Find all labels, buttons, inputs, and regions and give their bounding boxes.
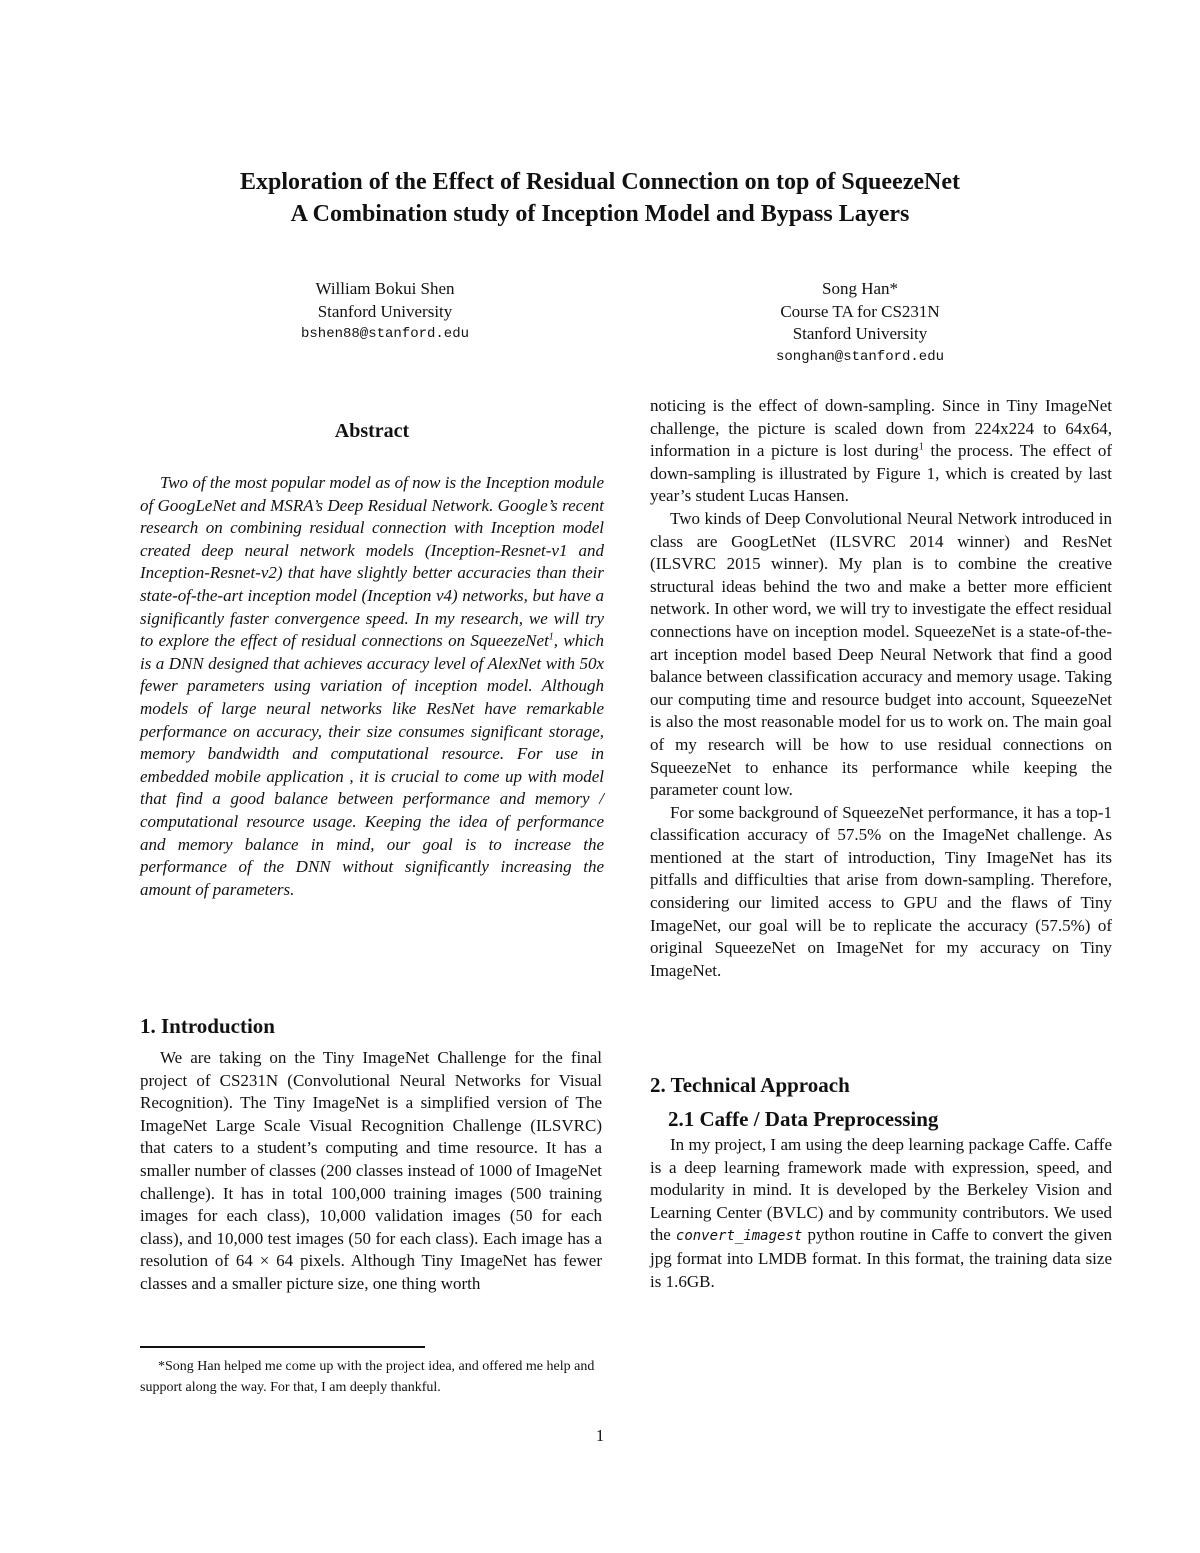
author-1 — [215, 278, 555, 346]
title-line-2: A Combination study of Inception Model and Bypass Layers — [290, 201, 910, 227]
author-2-name: Song Han* — [821, 279, 899, 298]
abstract-text-a: Two of the most popular model as of now is the Inception module of GoogLeNet and MSRA’s Deep Residual Network. Google’s recent research on combining residual connection with Inception model created deep neural network models (Inception-Resnet-v1 and Inception-Resnet-v2) that have slightly better accuracies than their state-of-the-art inception model (Inception v4) networks, but have a significantly faster convergence speed. In my research, we will try to explore the effect of residual connections on SqueezeNet — [140, 473, 604, 651]
author-1-name: William Bokui Shen — [315, 279, 455, 298]
paper-title — [0, 166, 1200, 230]
abstract-body — [140, 472, 604, 901]
right-p1-text-b: the process. The effect of down-sampling is illustrated by Figure 1, which is created by last year’s student Lucas Hansen. — [650, 441, 1112, 506]
author-1-email: bshen88@stanford.edu — [300, 326, 470, 342]
caffe-code-routine: convert_imagest — [675, 1228, 803, 1245]
right-p1-footnote-mark: 1 — [918, 441, 924, 453]
author-2 — [690, 278, 1030, 368]
caffe-paragraph — [650, 1134, 1112, 1293]
section-heading-technical-approach: 2. Technical Approach — [650, 1073, 850, 1097]
section-heading-introduction: 1. Introduction — [140, 1014, 275, 1038]
introduction-body — [140, 1047, 602, 1296]
right-paragraph-3: For some background of SqueezeNet performance, it has a top-1 classification accuracy of 57.5% on the ImageNet challenge. As mentioned at the start of introduction, Tiny ImageNet has its pitfalls and difficulties that arise from down-sampling. Therefore, considering our limited access to GPU and the flaws of Tiny ImageNet, our goal will be to replicate the accuracy (57.5%) of original SqueezeNet on ImageNet for my accuracy on Tiny ImageNet. — [650, 802, 1112, 980]
caffe-text-b: python routine in Caffe to convert the given jpg format into LMDB format. In this format, the training data size is 1.6GB. — [650, 1225, 1112, 1291]
abstract-heading: Abstract — [334, 420, 410, 442]
right-p1-text-a: noticing is the effect of down-sampling. Since in Tiny ImageNet challenge, the picture is scaled down from 224x224 to 64x64, information in a picture is lost during — [650, 396, 1112, 461]
abstract-text-b: , which is a DNN designed that achieves accuracy level of AlexNet with 50x fewer parameters using variation of inception model. Although models of large neural networks like ResNet have remarkable performance on accuracy, their size consumes significant storage, memory bandwidth and computational resource. For use in embedded mobile application , it is crucial to come up with model that find a good balance between performance and memory / computational resource usage. Keeping the idea of performance and memory balance in mind, our goal is to increase the performance of the DNN without significantly increasing the amount of parameters. — [140, 631, 605, 899]
caffe-body — [650, 1134, 1112, 1293]
author-1-affiliation: Stanford University — [317, 301, 453, 321]
author-2-role: Course TA for CS231N — [780, 301, 940, 321]
footnote-rule — [140, 1346, 425, 1348]
introduction-paragraph: We are taking on the Tiny ImageNet Challenge for the final project of CS231N (Convolutional Neural Networks for Visual Recognition). The Tiny ImageNet is a simplified version of The ImageNet Large Scale Visual Recognition Challenge (ILSVRC) that caters to a student’s computing and time resource. It has a smaller number of classes (200 classes instead of 1000 of ImageNet challenge). It has in total 100,000 training images (500 training images for each class), 10,000 validation images (50 for each class), and 10,000 test images (50 for each class). Each image has a resolution of 64 × 64 pixels. Although Tiny ImageNet has fewer classes and a smaller picture size, one thing worth — [140, 1048, 602, 1293]
author-2-affiliation: Stanford University — [792, 324, 928, 343]
caffe-text-a: In my project, I am using the deep learning package Caffe. Caffe is a deep learning framework made with expression, speed, and modularity in mind. It is developed by the Berkeley Vision and Learning Center (BVLC) and by community contributors. We used the — [650, 1135, 1112, 1245]
author-2-email: songhan@stanford.edu — [775, 348, 945, 365]
abstract-footnote-mark: 1 — [548, 631, 554, 643]
footnote: *Song Han helped me come up with the project idea, and offered me help and support along the way. For that, I am deeply thankful. — [140, 1359, 595, 1395]
subsection-heading-caffe: 2.1 Caffe / Data Preprocessing — [668, 1107, 939, 1131]
right-paragraph-2: Two kinds of Deep Convolutional Neural Network introduced in class are GoogLetNet (ILSVRC 2014 winner) and ResNet (ILSVRC 2015 winner). My plan is to combine the creative structural ideas behind the two and make a better more efficient network. In other word, we will try to investigate the effect residual connections have on inception model. SqueezeNet is a state-of-the-art inception model based Deep Neural Network that find a good balance between classification accuracy and memory usage. Taking our computing time and resource budget into account, SqueezeNet is also the most reasonable model for us to work on. The main goal of my research will be how to use residual connections on SqueezeNet to enhance its performance while keeping the parameter count low. — [650, 508, 1112, 800]
right-column-body — [650, 395, 1112, 982]
page-number: 1 — [595, 1426, 605, 1445]
right-paragraph-1 — [650, 395, 1112, 508]
title-line-1: Exploration of the Effect of Residual Connection on top of SqueezeNet — [240, 169, 960, 195]
